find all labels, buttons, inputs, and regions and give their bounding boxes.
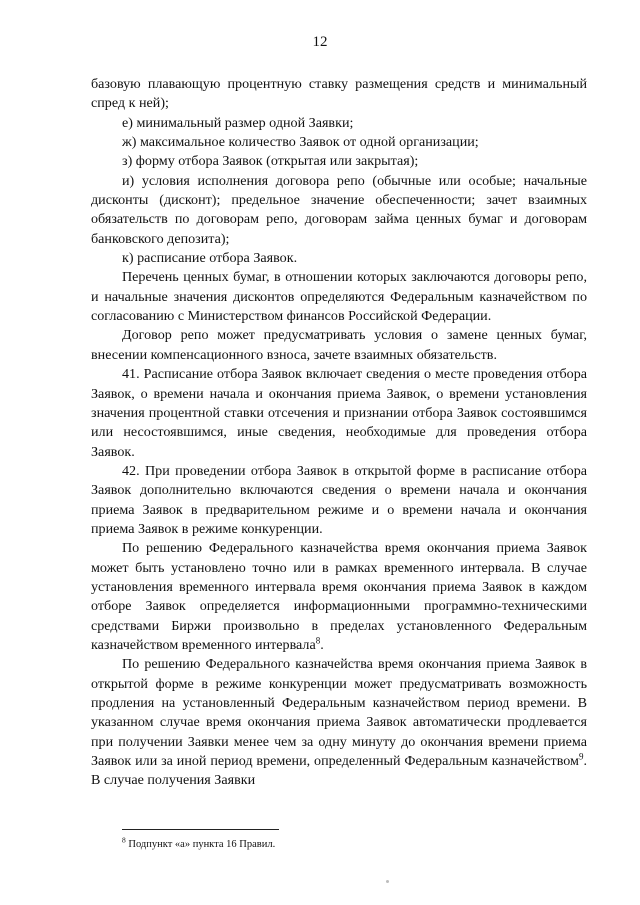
scan-speck <box>386 880 389 883</box>
clause-42: 42. При проведении отбора Заявок в открытой форме в расписание отбора Заявок дополнительно включаются сведения о времени начала и окончания приема Заявок в предварительном режиме и о времени начала и окончания приема Заявок в режиме конкуренции. <box>91 462 587 537</box>
paragraph-repo-terms: Договор репо может предусматривать условия о замене ценных бумаг, внесении компенсационного взноса, зачете взаимных обязательств. <box>91 327 587 363</box>
list-item-k: к) расписание отбора Заявок. <box>122 250 298 267</box>
list-item-z: з) форму отбора Заявок (открытая или закрытая); <box>122 153 419 170</box>
footnote-8 <box>122 835 592 851</box>
footnote-ref-9: 9 <box>578 751 584 762</box>
list-item-zh: ж) максимальное количество Заявок от одной организации; <box>122 134 479 151</box>
body-text <box>91 75 587 791</box>
paragraph-closing-time-text: По решению Федерального казначейства время окончания приема Заявок может быть установлено точно или в рамках временного интервала. В случае установления временного интервала время окончания приема Заявок в каждом отборе Заявок определяется информационными программно-техническими средствами Биржи произвольно в пределах установленного Федеральным казначейством временного интервала <box>91 540 587 653</box>
paragraph-extension <box>91 655 587 790</box>
paragraph-extension-end: . В случае получения Заявки <box>91 753 587 789</box>
paragraph-continuation: базовую плавающую процентную ставку размещения средств и минимальный спред к ней); <box>91 76 587 112</box>
paragraph-securities-list: Перечень ценных бумаг, в отношении которых заключаются договоры репо, и начальные значения дисконтов определяются Федеральным казначейством по согласованию с Министерством финансов Российской Федерации. <box>91 269 587 325</box>
paragraph-extension-text: По решению Федерального казначейства время окончания приема Заявок в открытой форме в режиме конкуренции может предусматривать возможность продления на установленный Федеральным казначейством период времени. В указанном случае время окончания приема Заявок автоматически продлевается при получении Заявки менее чем за одну минуту до окончания времени приема Заявок или за иной период времени, определенный Федеральным казначейством <box>91 656 587 770</box>
footnote-ref-8: 8 <box>315 635 321 646</box>
footnote-separator <box>122 829 279 830</box>
page-number: 12 <box>312 34 328 50</box>
paragraph-closing-time-end: . <box>320 636 324 653</box>
paragraph-closing-time <box>91 539 587 655</box>
footnote-mark: 8 <box>122 835 126 845</box>
footnote-text: Подпункт «а» пункта 16 Правил. <box>125 839 276 850</box>
list-item-i: и) условия исполнения договора репо (обычные или особые; начальные дисконты (дисконт); предельное значение обеспеченности; зачет взаимных обязательств по договорам репо, договорам займа ценных бумаг и договорам банковского депозита); <box>91 172 587 247</box>
list-item-e: е) минимальный размер одной Заявки; <box>122 114 354 131</box>
clause-41: 41. Расписание отбора Заявок включает сведения о месте проведения отбора Заявок, о времени начала и окончания приема Заявок, о времени установления значения процентной ставки отсечения и признании отбора Заявок состоявшимся или несостоявшимся, иные сведения, необходимые для проведения отбора Заявок. <box>91 366 587 460</box>
